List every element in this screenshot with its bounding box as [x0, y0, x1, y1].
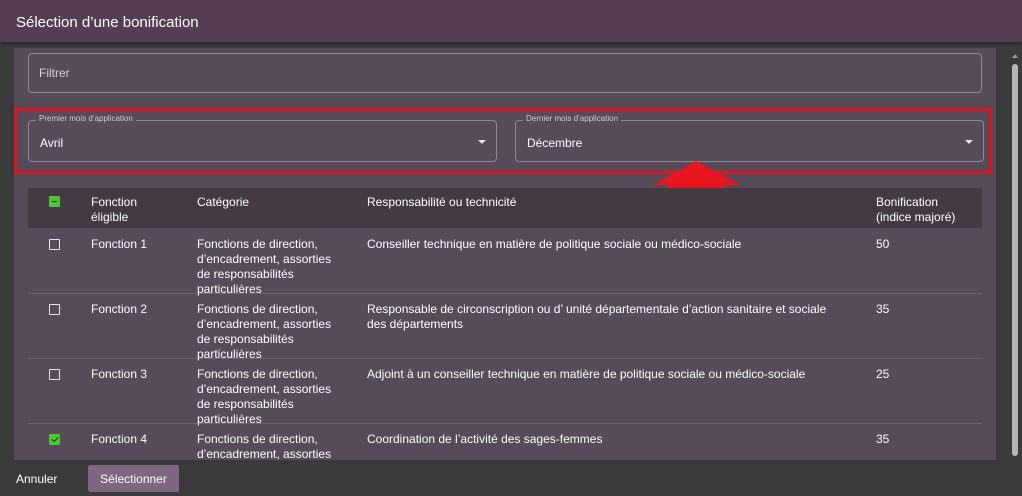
- table-row[interactable]: [28, 424, 982, 460]
- cell-responsabilite: Conseiller technique en matière de politique sociale ou médico-sociale: [367, 237, 742, 251]
- vertical-scrollbar[interactable]: [1011, 52, 1019, 458]
- table-row[interactable]: [28, 294, 982, 359]
- cell-fonction: Fonction 2: [91, 302, 148, 316]
- row-checkbox[interactable]: [49, 304, 60, 315]
- table-row[interactable]: [28, 359, 982, 424]
- cell-bonification: 25: [876, 367, 890, 381]
- dropdown-caret-icon[interactable]: [965, 140, 973, 144]
- first-month-label: Premier mois d’application: [36, 114, 136, 123]
- dialog-titlebar: [0, 0, 1022, 42]
- last-month-label: Dernier mois d’application: [523, 114, 621, 123]
- last-month-value: Décembre: [527, 136, 583, 150]
- cell-categorie: Fonctions de direction, d’encadrement, assorties: [197, 432, 332, 460]
- first-month-select[interactable]: [28, 114, 497, 162]
- row-checkbox[interactable]: [49, 434, 60, 445]
- cell-responsabilite: Adjoint à un conseiller technique en matière de politique sociale ou médico-sociale: [367, 367, 806, 381]
- dropdown-caret-icon[interactable]: [478, 140, 486, 144]
- table-row[interactable]: [28, 229, 982, 294]
- row-checkbox[interactable]: [49, 369, 60, 380]
- filter-field[interactable]: [28, 53, 982, 93]
- header-categorie: Catégorie: [197, 195, 250, 209]
- header-fonction: Fonction éligible: [91, 195, 138, 224]
- select-all-checkbox[interactable]: [49, 196, 60, 207]
- header-bonification: Bonification (indice majoré): [876, 195, 956, 224]
- cell-fonction: Fonction 3: [91, 367, 148, 381]
- filter-input[interactable]: [29, 54, 981, 92]
- header-responsabilite: Responsabilité ou technicité: [367, 195, 517, 209]
- select-button[interactable]: Sélectionner: [88, 465, 179, 492]
- first-month-value: Avril: [40, 136, 64, 150]
- cell-bonification: 50: [876, 237, 890, 251]
- cell-responsabilite: Responsable de circonscription ou d’ unité départementale d’action sanitaire et sociale des départements: [367, 302, 827, 331]
- cell-bonification: 35: [876, 432, 890, 446]
- cancel-button[interactable]: Annuler: [16, 472, 58, 486]
- dialog-footer: [0, 460, 1022, 496]
- scrollbar-thumb[interactable]: [1012, 64, 1018, 456]
- dialog-title: Sélection d’une bonification: [16, 14, 199, 31]
- cell-categorie: Fonctions de direction, d’encadrement, assorties de responsabilités particulières: [197, 367, 332, 426]
- last-month-select[interactable]: [515, 114, 984, 162]
- cell-fonction: Fonction 4: [91, 432, 148, 446]
- dialog-content: [14, 48, 996, 460]
- cell-responsabilite: Coordination de l’activité des sages-femmes: [367, 432, 603, 446]
- row-checkbox[interactable]: [49, 239, 60, 250]
- cell-categorie: Fonctions de direction, d’encadrement, assorties de responsabilités particulières: [197, 237, 332, 296]
- table-header: [28, 188, 982, 228]
- cell-bonification: 35: [876, 302, 890, 316]
- cell-categorie: Fonctions de direction, d’encadrement, assorties de responsabilités particulières: [197, 302, 332, 361]
- cell-fonction: Fonction 1: [91, 237, 148, 251]
- scroll-up-icon[interactable]: [1012, 54, 1018, 58]
